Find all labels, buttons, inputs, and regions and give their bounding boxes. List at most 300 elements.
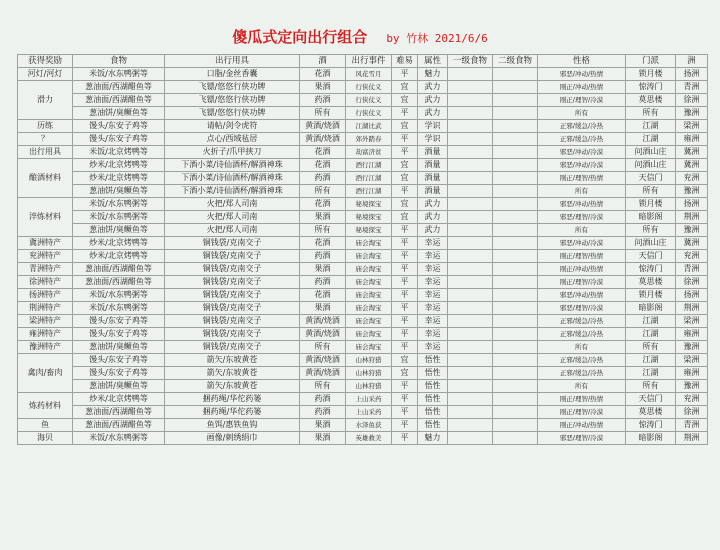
wine-cell: 所有 [300,224,346,237]
f1-cell [448,289,493,302]
attr-cell: 酒量 [418,146,448,159]
food-cell: 葱油饼/臭鳜鱼等 [73,185,165,198]
event-cell: 酒行江湖 [346,172,392,185]
wine-cell: 果酒 [300,211,346,224]
f1-cell [448,367,493,380]
food-cell: 米饭/水东鸭粥等 [73,198,165,211]
f2-cell [493,185,538,198]
diff-cell: 平 [392,393,418,406]
trait-cell: 刚正/理智/热情 [538,393,626,406]
trait-cell: 正邪/缓急/冷热 [538,367,626,380]
tool-cell: 请帖/剑令虎符 [165,120,300,133]
food-cell: 馒头/东安子鸡等 [73,315,165,328]
header-cell: 一级食物 [448,55,493,68]
food-cell: 馒头/东安子鸡等 [73,120,165,133]
trait-cell: 正邪/缓急/冷热 [538,315,626,328]
attr-cell: 幸运 [418,276,448,289]
wine-cell: 黄酒/烧酒 [300,328,346,341]
f2-cell [493,172,538,185]
food-cell: 葱油面/西湖醋鱼等 [73,263,165,276]
f1-cell [448,211,493,224]
tool-cell: 火把/郑人司南 [165,198,300,211]
event-cell: 秘境探宝 [346,211,392,224]
event-cell: 庙会淘宝 [346,263,392,276]
table-row [18,198,708,211]
f1-cell [448,341,493,354]
table-row [18,367,708,380]
f1-cell [448,107,493,120]
tool-cell: 铜钱袋/克南交子 [165,250,300,263]
event-cell: 酒行江湖 [346,159,392,172]
food-cell: 葱油饼/臭鳜鱼等 [73,107,165,120]
event-cell: 秘境探宝 [346,198,392,211]
food-cell: 葱油饼/臭鳜鱼等 [73,380,165,393]
attr-cell: 悟性 [418,419,448,432]
sect-cell: 所有 [626,107,676,120]
table-row [18,419,708,432]
table-row [18,224,708,237]
event-cell: 庙会淘宝 [346,341,392,354]
table-row [18,81,708,94]
f1-cell [448,68,493,81]
tool-cell: 铜钱袋/克南交子 [165,263,300,276]
reward-cell: 历练 [18,120,73,133]
tool-cell: 下酒小菜/诗仙酒杯/解酒神珠 [165,172,300,185]
attr-cell: 酒量 [418,172,448,185]
sect-cell: 惊涛门 [626,263,676,276]
sect-cell: 所有 [626,380,676,393]
sect-cell: 江湖 [626,354,676,367]
diff-cell: 宜 [392,198,418,211]
region-cell: 荆洲 [676,302,708,315]
f2-cell [493,380,538,393]
food-cell: 葱油面/西湖醋鱼等 [73,276,165,289]
food-cell: 炒米/北京烤鸭等 [73,172,165,185]
region-cell: 荆洲 [676,432,708,445]
sect-cell: 问酒山庄 [626,237,676,250]
trait-cell: 邪恶/冲动/冷漠 [538,146,626,159]
tool-cell: 下酒小菜/诗仙酒杯/解酒神珠 [165,185,300,198]
table-row [18,406,708,419]
region-cell: 豫洲 [676,224,708,237]
event-cell: 庙会淘宝 [346,315,392,328]
trait-cell: 邪恶/冲动/热情 [538,198,626,211]
diff-cell: 平 [392,237,418,250]
trait-cell: 刚正/理智/冷漠 [538,406,626,419]
tool-cell: 飞镖/悠悠行侠功牌 [165,94,300,107]
trait-cell: 正邪/缓急/冷热 [538,354,626,367]
trait-cell: 刚正/理智/冷漠 [538,276,626,289]
attr-cell: 悟性 [418,393,448,406]
event-cell: 山林狩猎 [346,367,392,380]
wine-cell: 药酒 [300,276,346,289]
attr-cell: 学识 [418,120,448,133]
table-row [18,380,708,393]
table-row [18,328,708,341]
region-cell: 扬洲 [676,198,708,211]
food-cell: 炒米/北京烤鸭等 [73,237,165,250]
tool-cell: 箭矢/东坡黄苍 [165,367,300,380]
region-cell: 徐洲 [676,94,708,107]
trait-cell: 正邪/缓急/冷热 [538,133,626,146]
f1-cell [448,185,493,198]
sect-cell: 江湖 [626,367,676,380]
tool-cell: 铜钱袋/克南交子 [165,315,300,328]
f2-cell [493,367,538,380]
event-cell: 酒行江湖 [346,185,392,198]
region-cell: 兖洲 [676,172,708,185]
region-cell: 雍洲 [676,367,708,380]
event-cell: 庙会淘宝 [346,302,392,315]
trait-cell: 邪恶/冲动/冷漠 [538,237,626,250]
trait-cell: 邪恶/理智/冷漠 [538,432,626,445]
wine-cell: 花酒 [300,198,346,211]
trait-cell: 所有 [538,380,626,393]
event-cell: 庙会淘宝 [346,250,392,263]
reward-cell: 兖洲特产 [18,250,73,263]
trait-cell: 刚正/理智/冷漠 [538,94,626,107]
header-cell: 性格 [538,55,626,68]
tool-cell: 口脂/金丝香囊 [165,68,300,81]
diff-cell: 平 [392,289,418,302]
f1-cell [448,94,493,107]
page-title: 傻瓜式定向出行组合 [232,28,368,46]
header-cell: 出行事件 [346,55,392,68]
attr-cell: 幸运 [418,237,448,250]
diff-cell: 宜 [392,354,418,367]
f2-cell [493,146,538,159]
wine-cell: 花酒 [300,68,346,81]
f2-cell [493,68,538,81]
event-cell: 庙会淘宝 [346,289,392,302]
region-cell: 冀洲 [676,159,708,172]
f2-cell [493,198,538,211]
reward-cell: ？ [18,133,73,146]
region-cell: 豫洲 [676,107,708,120]
attr-cell: 悟性 [418,367,448,380]
f2-cell [493,315,538,328]
diff-cell: 宜 [392,172,418,185]
attr-cell: 武力 [418,198,448,211]
f1-cell [448,380,493,393]
header-cell: 二级食物 [493,55,538,68]
f1-cell [448,198,493,211]
event-cell: 郊外踏春 [346,133,392,146]
f1-cell [448,172,493,185]
sect-cell: 天信门 [626,172,676,185]
diff-cell: 平 [392,133,418,146]
trait-cell: 邪恶/理智/冷漠 [538,302,626,315]
f1-cell [448,406,493,419]
food-cell: 馒头/东安子鸡等 [73,354,165,367]
reward-cell: 滑力 [18,81,73,120]
header-cell: 难易 [392,55,418,68]
table-row [18,211,708,224]
diff-cell: 平 [392,341,418,354]
combo-table [17,54,708,445]
sect-cell: 江湖 [626,133,676,146]
event-cell: 山林狩猎 [346,380,392,393]
f1-cell [448,224,493,237]
region-cell: 梁洲 [676,354,708,367]
region-cell: 兖洲 [676,393,708,406]
food-cell: 馒头/东安子鸡等 [73,133,165,146]
region-cell: 雍洲 [676,328,708,341]
trait-cell: 所有 [538,185,626,198]
header-cell: 洲 [676,55,708,68]
event-cell: 庙会淘宝 [346,276,392,289]
region-cell: 徐洲 [676,406,708,419]
table-row [18,172,708,185]
f2-cell [493,393,538,406]
food-cell: 炒米/北京烤鸭等 [73,393,165,406]
sect-cell: 惊涛门 [626,419,676,432]
diff-cell: 平 [392,276,418,289]
attr-cell: 悟性 [418,406,448,419]
region-cell: 冀洲 [676,237,708,250]
sect-cell: 江湖 [626,120,676,133]
attr-cell: 幸运 [418,341,448,354]
event-cell: 英雄救美 [346,432,392,445]
diff-cell: 平 [392,107,418,120]
food-cell: 米饭/水东鸭粥等 [73,432,165,445]
food-cell: 炒米/北京烤鸭等 [73,159,165,172]
f2-cell [493,94,538,107]
table-row [18,289,708,302]
f2-cell [493,224,538,237]
attr-cell: 武力 [418,107,448,120]
f1-cell [448,354,493,367]
f2-cell [493,159,538,172]
sect-cell: 锁月楼 [626,68,676,81]
table-row [18,120,708,133]
table-row [18,133,708,146]
region-cell: 雍洲 [676,133,708,146]
event-cell: 水泽鱼获 [346,419,392,432]
reward-cell: 雍洲特产 [18,328,73,341]
event-cell: 庙会淘宝 [346,328,392,341]
f2-cell [493,354,538,367]
f2-cell [493,81,538,94]
wine-cell: 黄酒/烧酒 [300,354,346,367]
region-cell: 梁洲 [676,120,708,133]
event-cell: 上山采药 [346,406,392,419]
table-row [18,393,708,406]
tool-cell: 箭矢/东坡黄苍 [165,380,300,393]
event-cell: 江湖比武 [346,120,392,133]
wine-cell: 药酒 [300,94,346,107]
attr-cell: 幸运 [418,328,448,341]
event-cell: 山林狩猎 [346,354,392,367]
f2-cell [493,250,538,263]
byline: by 竹林 2021/6/6 [386,32,488,45]
table-row [18,432,708,445]
f2-cell [493,289,538,302]
f1-cell [448,120,493,133]
diff-cell: 宜 [392,120,418,133]
wine-cell: 药酒 [300,406,346,419]
header-row [18,55,708,68]
diff-cell: 平 [392,380,418,393]
reward-cell: 豫洲特产 [18,341,73,354]
f2-cell [493,276,538,289]
reward-cell: 青洲特产 [18,263,73,276]
wine-cell: 黄酒/烧酒 [300,367,346,380]
tool-cell: 鱼饵/惠铁鱼钩 [165,419,300,432]
diff-cell: 宜 [392,211,418,224]
diff-cell: 平 [392,406,418,419]
sect-cell: 江湖 [626,315,676,328]
region-cell: 梁洲 [676,315,708,328]
tool-cell: 铜钱袋/克南交子 [165,237,300,250]
table-row [18,237,708,250]
f1-cell [448,432,493,445]
wine-cell: 花酒 [300,159,346,172]
wine-cell: 果酒 [300,302,346,315]
tool-cell: 飞镖/悠悠行侠功牌 [165,107,300,120]
table-row [18,276,708,289]
food-cell: 馒头/东安子鸡等 [73,367,165,380]
tool-cell: 飞镖/悠悠行侠功牌 [165,81,300,94]
region-cell: 豫洲 [676,185,708,198]
table-row [18,68,708,81]
tool-cell: 下酒小菜/诗仙酒杯/解酒神珠 [165,159,300,172]
event-cell: 风花雪月 [346,68,392,81]
f1-cell [448,146,493,159]
diff-cell: 平 [392,419,418,432]
food-cell: 葱油饼/臭鳜鱼等 [73,224,165,237]
header-cell: 获得奖励 [18,55,73,68]
reward-cell: 冀洲特产 [18,237,73,250]
food-cell: 炒米/北京烤鸭等 [73,250,165,263]
sect-cell: 所有 [626,185,676,198]
food-cell: 葱油饼/臭鳜鱼等 [73,341,165,354]
tool-cell: 铜钱袋/克南交子 [165,341,300,354]
f2-cell [493,341,538,354]
attr-cell: 悟性 [418,380,448,393]
f1-cell [448,237,493,250]
event-cell: 秘境探宝 [346,224,392,237]
f2-cell [493,107,538,120]
attr-cell: 酒量 [418,185,448,198]
wine-cell: 药酒 [300,172,346,185]
attr-cell: 魅力 [418,432,448,445]
header-cell: 出行用具 [165,55,300,68]
header-cell: 属性 [418,55,448,68]
diff-cell: 平 [392,432,418,445]
trait-cell: 所有 [538,107,626,120]
diff-cell: 平 [392,185,418,198]
diff-cell: 平 [392,224,418,237]
trait-cell: 正邪/缓急/冷热 [538,120,626,133]
f1-cell [448,302,493,315]
reward-cell: 荆洲特产 [18,302,73,315]
region-cell: 青洲 [676,263,708,276]
wine-cell: 黄酒/烧酒 [300,133,346,146]
f1-cell [448,419,493,432]
food-cell: 米饭/北京烤鸭等 [73,146,165,159]
header-cell: 食物 [73,55,165,68]
tool-cell: 铜钱袋/克南交子 [165,302,300,315]
tool-cell: 捆药绳/华佗药篓 [165,406,300,419]
diff-cell: 平 [392,302,418,315]
region-cell: 青洲 [676,81,708,94]
sect-cell: 莫思楼 [626,276,676,289]
f2-cell [493,120,538,133]
wine-cell: 黄酒/烧酒 [300,315,346,328]
wine-cell: 黄酒/烧酒 [300,120,346,133]
wine-cell: 所有 [300,107,346,120]
f2-cell [493,302,538,315]
trait-cell: 正邪/缓急/冷热 [538,328,626,341]
trait-cell: 刚正/理智/热情 [538,250,626,263]
table-row [18,94,708,107]
tool-cell: 铜钱袋/克南交子 [165,289,300,302]
diff-cell: 平 [392,250,418,263]
table-row [18,263,708,276]
food-cell: 葱油面/西湖醋鱼等 [73,94,165,107]
attr-cell: 学识 [418,133,448,146]
reward-cell: 炼药材料 [18,393,73,419]
event-cell: 行侠仗义 [346,107,392,120]
tool-cell: 火把/郑人司南 [165,224,300,237]
diff-cell: 平 [392,146,418,159]
wine-cell: 果酒 [300,419,346,432]
table-row [18,315,708,328]
food-cell: 米饭/水东鸭粥等 [73,302,165,315]
attr-cell: 武力 [418,81,448,94]
trait-cell: 邪恶/理智/冷漠 [538,211,626,224]
wine-cell: 果酒 [300,263,346,276]
sect-cell: 暗影阁 [626,302,676,315]
f1-cell [448,263,493,276]
food-cell: 米饭/水东鸭粥等 [73,211,165,224]
f2-cell [493,419,538,432]
region-cell: 豫洲 [676,380,708,393]
f2-cell [493,237,538,250]
event-cell: 行侠仗义 [346,81,392,94]
title-row [0,26,720,47]
trait-cell: 刚正/冲动/热情 [538,81,626,94]
reward-cell: 酿酒材料 [18,159,73,198]
diff-cell: 宜 [392,367,418,380]
attr-cell: 魅力 [418,68,448,81]
sect-cell: 天信门 [626,250,676,263]
sect-cell: 天信门 [626,393,676,406]
trait-cell: 所有 [538,341,626,354]
sect-cell: 锁月楼 [626,198,676,211]
region-cell: 扬洲 [676,289,708,302]
sect-cell: 所有 [626,341,676,354]
trait-cell: 刚正/冲动/热情 [538,419,626,432]
f2-cell [493,432,538,445]
food-cell: 葱油面/西湖醋鱼等 [73,406,165,419]
trait-cell: 所有 [538,224,626,237]
attr-cell: 酒量 [418,159,448,172]
wine-cell: 所有 [300,185,346,198]
table-row [18,159,708,172]
diff-cell: 平 [392,68,418,81]
reward-cell: 河灯/河灯 [18,68,73,81]
wine-cell: 果酒 [300,81,346,94]
attr-cell: 悟性 [418,354,448,367]
table-row [18,185,708,198]
attr-cell: 幸运 [418,263,448,276]
attr-cell: 武力 [418,211,448,224]
reward-cell: 扬洲特产 [18,289,73,302]
food-cell: 葱油面/西湖醋鱼等 [73,419,165,432]
trait-cell: 邪恶/冲动/热情 [538,289,626,302]
